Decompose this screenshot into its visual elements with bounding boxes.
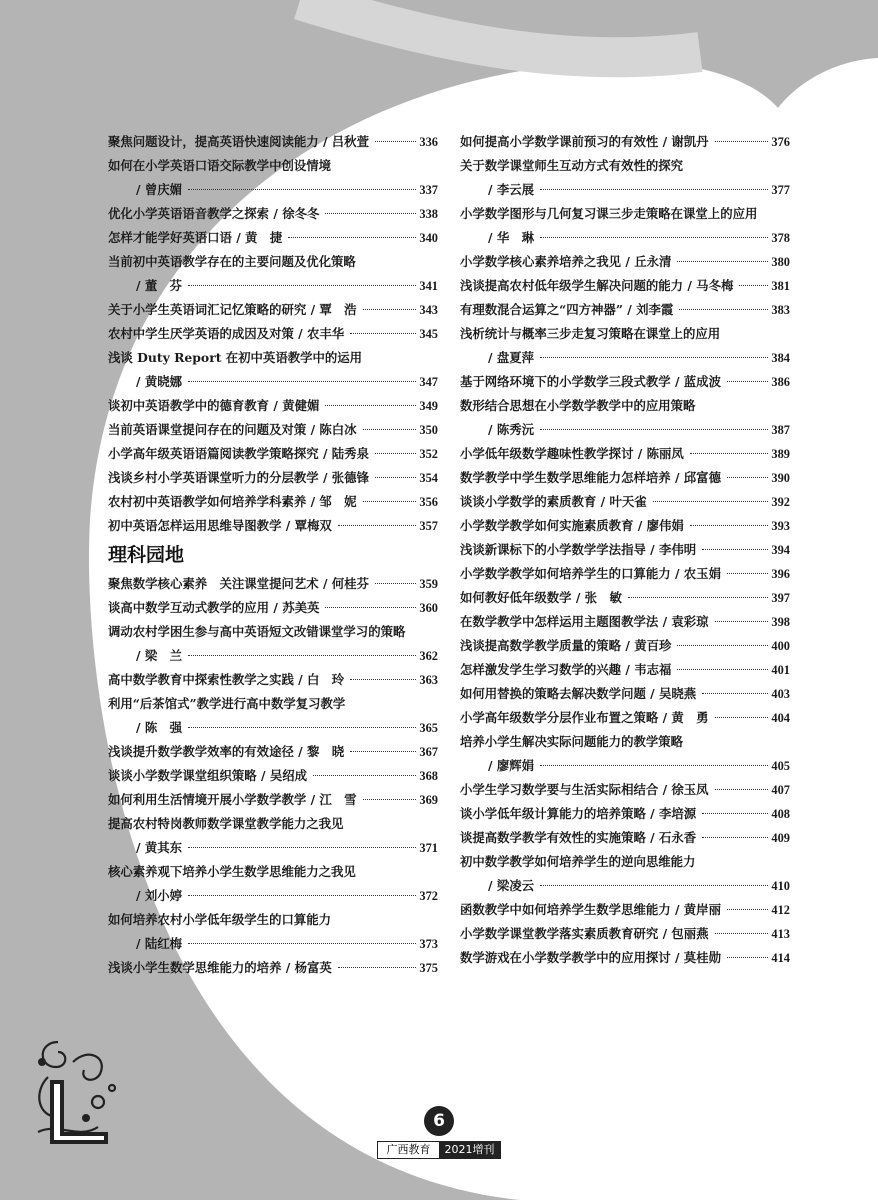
toc-entry[interactable] [108, 322, 438, 346]
toc-entry-author-line[interactable] [460, 226, 790, 250]
toc-entry-title: 培养小学生解决实际问题能力的教学策略 [460, 734, 684, 749]
toc-entry[interactable] [108, 572, 438, 596]
toc-leader-dots [540, 189, 768, 190]
toc-entry-title: 谈谈小学数学的素质教育 / 叶天雀 [460, 494, 647, 509]
magazine-issue: 2021增刊 [439, 1142, 500, 1158]
toc-entry-title: 初中英语怎样运用思维导图教学 / 覃梅双 [108, 518, 332, 533]
toc-entry[interactable] [460, 730, 790, 754]
toc-entry-title: 浅析统计与概率三步走复习策略在课堂上的应用 [460, 326, 721, 341]
toc-entry[interactable] [460, 706, 790, 730]
toc-entry-title: 小学数学教学如何培养学生的口算能力 / 农玉娟 [460, 566, 721, 581]
toc-leader-dots [363, 799, 416, 800]
toc-leader-dots [363, 429, 416, 430]
toc-leader-dots [375, 453, 416, 454]
toc-page-number: 405 [771, 759, 790, 773]
toc-page-number: 343 [419, 303, 438, 317]
page-number-badge: 6 [424, 1106, 454, 1136]
toc-entry-title: 利用“后茶馆式”教学进行高中数学复习教学 [108, 696, 346, 711]
toc-entry-title: / 华 琳 [488, 230, 535, 245]
toc-entry-title: / 陆红梅 [136, 936, 183, 951]
toc-entry-title: 谈小学低年级计算能力的培养策略 / 李培源 [460, 806, 697, 821]
toc-entry-title: / 廖辉娟 [488, 758, 535, 773]
toc-leader-dots [188, 895, 416, 896]
toc-page-number: 393 [771, 519, 790, 533]
toc-right-column [460, 130, 790, 970]
toc-entry-author-line[interactable] [108, 644, 438, 668]
toc-entry-title: 小学数学课堂教学落实素质教育研究 / 包丽燕 [460, 926, 709, 941]
toc-entry[interactable] [460, 442, 790, 466]
toc-entry-title: 调动农村学困生参与高中英语短文改错课堂学习的策略 [108, 624, 406, 639]
toc-entry[interactable] [108, 908, 438, 932]
toc-entry-author-line[interactable] [460, 754, 790, 778]
toc-leader-dots [677, 261, 768, 262]
toc-entry[interactable] [460, 202, 790, 226]
toc-entry-title: / 盘夏萍 [488, 350, 535, 365]
toc-page-number: 354 [419, 471, 438, 485]
toc-leader-dots [690, 453, 768, 454]
toc-page-number: 371 [419, 841, 438, 855]
toc-entry-title: 小学高年级英语语篇阅读教学策略探究 / 陆秀泉 [108, 446, 369, 461]
toc-leader-dots [363, 501, 416, 502]
toc-entry-title: 谈初中英语教学中的德育教育 / 黄健媚 [108, 398, 320, 413]
toc-entry[interactable] [460, 682, 790, 706]
toc-entry-title: / 曾庆媚 [136, 182, 183, 197]
toc-entry-title: 谈谈小学数学课堂组织策略 / 吴绍成 [108, 768, 308, 783]
toc-entry-title: 数学游戏在小学数学教学中的应用探讨 / 莫桂勋 [460, 950, 721, 965]
toc-leader-dots [188, 285, 416, 286]
toc-page-number: 410 [771, 879, 790, 893]
toc-leader-dots [540, 765, 768, 766]
toc-leader-dots [540, 357, 768, 358]
toc-entry[interactable] [460, 562, 790, 586]
toc-entry[interactable] [108, 692, 438, 716]
toc-entry-author-line[interactable] [108, 836, 438, 860]
section-heading: 理科园地 [108, 544, 185, 566]
toc-page-number: 375 [419, 961, 438, 975]
toc-entry-title: 优化小学英语语音教学之探索 / 徐冬冬 [108, 206, 320, 221]
toc-leader-dots [715, 933, 768, 934]
toc-entry-title: 关于数学课堂师生互动方式有效性的探究 [460, 158, 684, 173]
toc-entry-title: 聚焦数学核心素养 关注课堂提问艺术 / 何桂芬 [108, 576, 369, 591]
toc-entry[interactable] [460, 826, 790, 850]
magazine-name: 广西教育 [378, 1142, 439, 1158]
toc-page-number: 386 [771, 375, 790, 389]
toc-leader-dots [188, 189, 416, 190]
toc-leader-dots [325, 607, 416, 608]
toc-entry-title: 如何利用生活情境开展小学数学教学 / 江 雪 [108, 792, 357, 807]
toc-leader-dots [188, 655, 416, 656]
toc-leader-dots [727, 909, 768, 910]
page-footer [0, 1106, 878, 1159]
toc-entry-title: 浅谈提高数学教学质量的策略 / 黄百珍 [460, 638, 672, 653]
magazine-label [377, 1141, 501, 1159]
toc-page-number: 390 [771, 471, 790, 485]
toc-entry-title: 关于小学生英语词汇记忆策略的研究 / 覃 浩 [108, 302, 357, 317]
toc-page-number: 381 [771, 279, 790, 293]
toc-entry-title: 有理数混合运算之“四方神器” / 刘李霞 [460, 302, 674, 317]
toc-page-number: 400 [771, 639, 790, 653]
toc-page-number: 383 [771, 303, 790, 317]
toc-entry[interactable] [108, 956, 438, 980]
toc-entry-author-line[interactable] [108, 370, 438, 394]
toc-leader-dots [188, 943, 416, 944]
toc-entry[interactable] [460, 490, 790, 514]
toc-page-number: 367 [419, 745, 438, 759]
toc-leader-dots [715, 141, 768, 142]
toc-entry-title: 小学数学核心素养培养之我见 / 丘永清 [460, 254, 672, 269]
toc-entry[interactable] [108, 226, 438, 250]
toc-leader-dots [375, 477, 416, 478]
toc-page-number: 341 [419, 279, 438, 293]
toc-entry-title: 函数教学中如何培养学生数学思维能力 / 黄岸丽 [460, 902, 721, 917]
toc-entry-title: / 陈秀沅 [488, 422, 535, 437]
toc-entry-title: 浅谈小学生数学思维能力的培养 / 杨富英 [108, 960, 332, 975]
toc-page-number: 356 [419, 495, 438, 509]
toc-entry[interactable] [108, 514, 438, 538]
toc-page-number: 338 [419, 207, 438, 221]
toc-leader-dots [702, 693, 768, 694]
toc-entry[interactable] [460, 250, 790, 274]
toc-entry[interactable] [108, 442, 438, 466]
toc-entry-author-line[interactable] [460, 418, 790, 442]
toc-page-number: 404 [771, 711, 790, 725]
toc-entry-title: 浅谈新课标下的小学数学学法指导 / 李伟明 [460, 542, 697, 557]
toc-leader-dots [628, 597, 768, 598]
toc-page-number: 350 [419, 423, 438, 437]
toc-entry-title: 小学生学习数学要与生活实际相结合 / 徐玉凤 [460, 782, 709, 797]
toc-entry-title: 谈提高数学教学有效性的实施策略 / 石永香 [460, 830, 697, 845]
toc-page-number: 414 [771, 951, 790, 965]
toc-entry-title: 浅谈提升数学教学效率的有效途径 / 黎 晓 [108, 744, 345, 759]
toc-page-number: 392 [771, 495, 790, 509]
toc-entry[interactable] [460, 850, 790, 874]
toc-page-number: 401 [771, 663, 790, 677]
toc-leader-dots [739, 285, 768, 286]
toc-leader-dots [653, 501, 768, 502]
toc-entry[interactable] [460, 514, 790, 538]
toc-leader-dots [188, 727, 416, 728]
toc-entry-title: 怎样才能学好英语口语 / 黄 捷 [108, 230, 283, 245]
toc-entry[interactable] [460, 538, 790, 562]
toc-entry[interactable] [460, 154, 790, 178]
toc-page-number: 359 [419, 577, 438, 591]
toc-entry[interactable] [108, 668, 438, 692]
toc-page-number: 345 [419, 327, 438, 341]
toc-page-number: 387 [771, 423, 790, 437]
toc-entry-title: 当前英语课堂提问存在的问题及对策 / 陈白冰 [108, 422, 357, 437]
toc-entry[interactable] [108, 740, 438, 764]
toc-page-number: 396 [771, 567, 790, 581]
toc-page-number: 412 [771, 903, 790, 917]
toc-page-number: 368 [419, 769, 438, 783]
toc-entry-author-line[interactable] [108, 716, 438, 740]
toc-leader-dots [677, 645, 768, 646]
toc-leader-dots [715, 789, 768, 790]
toc-page-number: 384 [771, 351, 790, 365]
toc-entry[interactable] [460, 898, 790, 922]
toc-page-number: 349 [419, 399, 438, 413]
toc-page-number: 336 [419, 135, 438, 149]
toc-page-number: 360 [419, 601, 438, 615]
toc-entry-title: / 刘小婷 [136, 888, 183, 903]
toc-page-number: 380 [771, 255, 790, 269]
toc-entry-title: 提高农村特岗教师数学课堂教学能力之我见 [108, 816, 344, 831]
toc-leader-dots [375, 583, 416, 584]
toc-entry-author-line[interactable] [108, 932, 438, 956]
toc-page-number: 407 [771, 783, 790, 797]
toc-entry[interactable] [108, 346, 438, 370]
toc-page-number: 352 [419, 447, 438, 461]
toc-entry-title: 基于网络环境下的小学数学三段式教学 / 蓝成波 [460, 374, 721, 389]
toc-entry-title: 小学高年级数学分层作业布置之策略 / 黄 勇 [460, 710, 709, 725]
toc-entry-title: 怎样激发学生学习数学的兴趣 / 韦志福 [460, 662, 672, 677]
toc-entry[interactable] [108, 154, 438, 178]
toc-entry-title: 谈高中数学互动式教学的应用 / 苏美英 [108, 600, 320, 615]
toc-entry-title: 高中数学教育中探索性教学之实践 / 白 玲 [108, 672, 345, 687]
toc-leader-dots [702, 837, 768, 838]
toc-leader-dots [677, 669, 768, 670]
toc-leader-dots [313, 775, 416, 776]
toc-entry-title: 初中数学教学如何培养学生的逆向思维能力 [460, 854, 696, 869]
toc-page-number: 389 [771, 447, 790, 461]
toc-leader-dots [325, 405, 416, 406]
toc-leader-dots [288, 237, 416, 238]
toc-entry-title: 浅谈乡村小学英语课堂听力的分层教学 / 张德锋 [108, 470, 369, 485]
toc-entry[interactable] [460, 802, 790, 826]
toc-entry[interactable] [108, 418, 438, 442]
toc-entry[interactable] [108, 788, 438, 812]
toc-entry-title: 如何在小学英语口语交际教学中创设情境 [108, 158, 332, 173]
toc-entry[interactable] [460, 298, 790, 322]
toc-entry[interactable] [460, 586, 790, 610]
toc-entry-title: / 梁凌云 [488, 878, 535, 893]
toc-entry-title: / 梁 兰 [136, 648, 183, 663]
toc-entry[interactable] [108, 764, 438, 788]
toc-entry[interactable] [460, 946, 790, 970]
toc-page-number: 362 [419, 649, 438, 663]
toc-entry-author-line[interactable] [460, 178, 790, 202]
toc-entry[interactable] [108, 620, 438, 644]
toc-entry-title: 核心素养观下培养小学生数学思维能力之我见 [108, 864, 356, 879]
toc-entry-title: / 陈 强 [136, 720, 183, 735]
toc-entry-title: / 黄晓娜 [136, 374, 183, 389]
toc-entry-title: 农村初中英语教学如何培养学科素养 / 邹 妮 [108, 494, 357, 509]
toc-entry-title: 浅谈 Duty Report 在初中英语教学中的运用 [108, 350, 363, 365]
toc-leader-dots [188, 381, 416, 382]
toc-leader-dots [325, 213, 416, 214]
toc-entry[interactable] [460, 466, 790, 490]
toc-entry[interactable] [460, 658, 790, 682]
toc-entry[interactable] [108, 298, 438, 322]
toc-entry[interactable] [108, 250, 438, 274]
toc-leader-dots [727, 573, 768, 574]
toc-entry-title: 小学数学教学如何实施素质教育 / 廖伟娟 [460, 518, 684, 533]
toc-entry-author-line[interactable] [108, 178, 438, 202]
toc-leader-dots [338, 967, 416, 968]
toc-entry[interactable] [460, 322, 790, 346]
toc-leader-dots [350, 333, 416, 334]
toc-entry[interactable] [460, 274, 790, 298]
toc-entry-title: 如何教好低年级数学 / 张 敏 [460, 590, 622, 605]
toc-entry[interactable] [460, 394, 790, 418]
toc-entry[interactable] [460, 130, 790, 154]
toc-leader-dots [690, 525, 768, 526]
toc-leader-dots [702, 813, 768, 814]
toc-entry[interactable] [460, 778, 790, 802]
toc-entry-title: 农村中学生厌学英语的成因及对策 / 农丰华 [108, 326, 345, 341]
toc-leader-dots [715, 717, 768, 718]
toc-page-number: 397 [771, 591, 790, 605]
toc-leader-dots [375, 141, 416, 142]
toc-entry-title: 小学数学图形与几何复习课三步走策略在课堂上的应用 [460, 206, 758, 221]
toc-leader-dots [363, 309, 416, 310]
toc-page-number: 376 [771, 135, 790, 149]
toc-entry[interactable] [460, 634, 790, 658]
toc-entry[interactable] [460, 610, 790, 634]
toc-page-number: 372 [419, 889, 438, 903]
toc-leader-dots [540, 429, 768, 430]
toc-left-column [108, 130, 438, 980]
toc-page-number: 365 [419, 721, 438, 735]
toc-page-number: 347 [419, 375, 438, 389]
toc-entry-author-line[interactable] [108, 274, 438, 298]
toc-entry[interactable] [460, 370, 790, 394]
toc-leader-dots [727, 381, 768, 382]
toc-entry-author-line[interactable] [108, 884, 438, 908]
toc-entry[interactable] [108, 490, 438, 514]
toc-entry-title: 如何培养农村小学低年级学生的口算能力 [108, 912, 332, 927]
toc-page-number: 377 [771, 183, 790, 197]
toc-page-number: 378 [771, 231, 790, 245]
toc-entry-title: / 黄其东 [136, 840, 183, 855]
toc-entry-title: 数形结合思想在小学数学教学中的应用策略 [460, 398, 696, 413]
toc-leader-dots [702, 549, 768, 550]
toc-page-number: 337 [419, 183, 438, 197]
toc-leader-dots [338, 525, 416, 526]
toc-entry-title: 数学教学中学生数学思维能力怎样培养 / 邱富德 [460, 470, 721, 485]
toc-entry-title: 小学低年级数学趣味性教学探讨 / 陈丽凤 [460, 446, 684, 461]
toc-entry[interactable] [108, 130, 438, 154]
toc-leader-dots [715, 621, 768, 622]
toc-leader-dots [350, 679, 416, 680]
toc-entry[interactable] [460, 922, 790, 946]
toc-entry-title: 如何用替换的策略去解决数学问题 / 吴晓燕 [460, 686, 697, 701]
toc-page-number: 408 [771, 807, 790, 821]
toc-entry-title: 当前初中英语教学存在的主要问题及优化策略 [108, 254, 356, 269]
toc-page-number: 369 [419, 793, 438, 807]
toc-entry-author-line[interactable] [460, 346, 790, 370]
toc-leader-dots [540, 885, 768, 886]
toc-page-number: 357 [419, 519, 438, 533]
toc-page-number: 413 [771, 927, 790, 941]
toc-entry-author-line[interactable] [460, 874, 790, 898]
toc-entry[interactable] [108, 394, 438, 418]
toc-page-number: 409 [771, 831, 790, 845]
toc-leader-dots [727, 957, 768, 958]
toc-entry[interactable] [108, 860, 438, 884]
toc-entry-title: 聚焦问题设计，提高英语快速阅读能力 / 吕秋萱 [108, 134, 369, 149]
toc-entry[interactable] [108, 596, 438, 620]
toc-entry-title: / 董 芬 [136, 278, 183, 293]
toc-page-number: 398 [771, 615, 790, 629]
toc-entry[interactable] [108, 466, 438, 490]
toc-leader-dots [679, 309, 768, 310]
toc-page-number: 403 [771, 687, 790, 701]
toc-page-number: 373 [419, 937, 438, 951]
toc-leader-dots [188, 847, 416, 848]
toc-entry[interactable] [108, 812, 438, 836]
toc-entry-title: 如何提高小学数学课前预习的有效性 / 谢凯丹 [460, 134, 709, 149]
toc-leader-dots [350, 751, 416, 752]
toc-page-number: 394 [771, 543, 790, 557]
toc-entry-title: 在数学教学中怎样运用主题图教学法 / 袁彩琼 [460, 614, 709, 629]
toc-leader-dots [540, 237, 768, 238]
toc-entry-title: 浅谈提高农村低年级学生解决问题的能力 / 马冬梅 [460, 278, 734, 293]
toc-page-number: 363 [419, 673, 438, 687]
toc-page-number: 340 [419, 231, 438, 245]
toc-leader-dots [727, 477, 768, 478]
toc-entry-title: / 李云展 [488, 182, 535, 197]
toc-entry[interactable] [108, 202, 438, 226]
